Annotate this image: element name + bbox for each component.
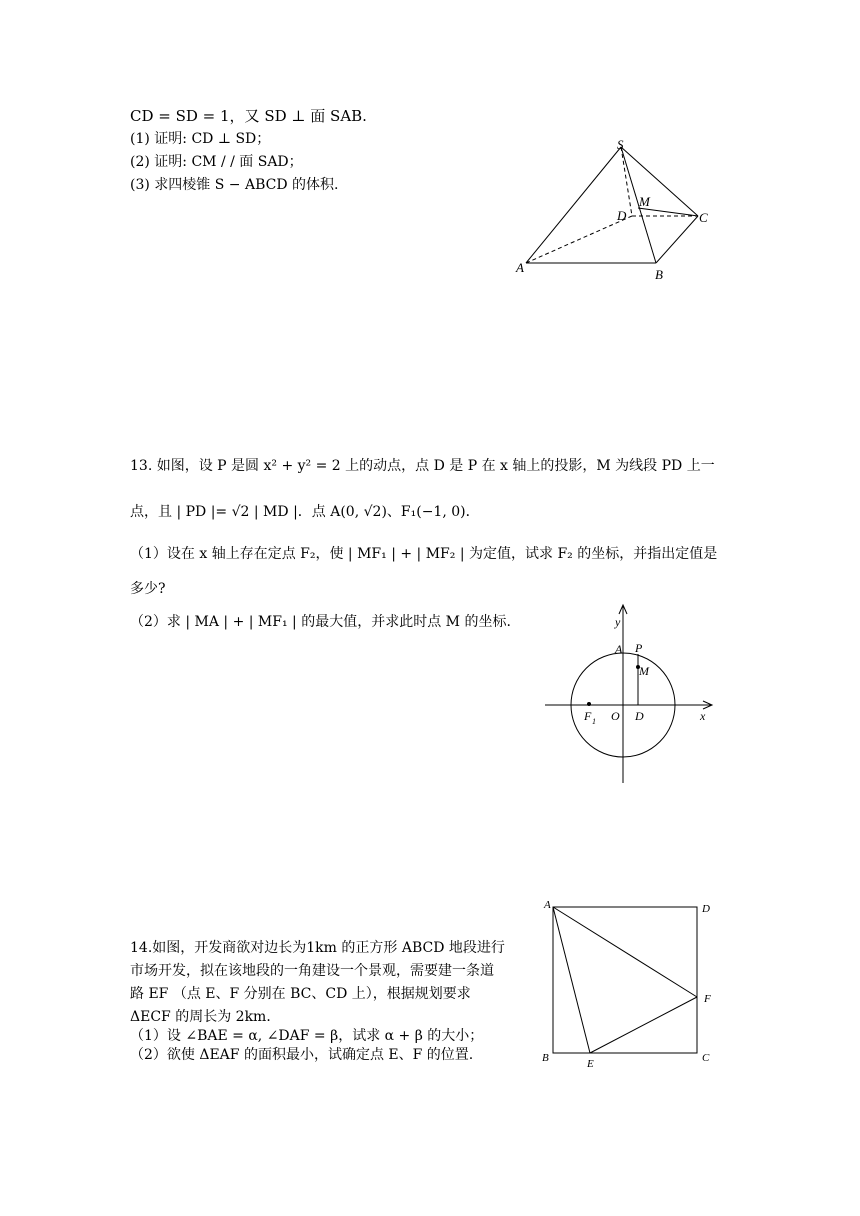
circle-axes-figure <box>540 600 720 790</box>
label-A: A <box>544 899 551 911</box>
p14-statement-line4: ΔECF 的周长为 2km． <box>130 1009 281 1025</box>
p12-question-3: (3) 求四棱锥 S − ABCD 的体积. <box>130 177 339 193</box>
p13-question-2: （2）求 | MA | + | MF₁ | 的最大值，并求此时点 M 的坐标. <box>130 614 511 630</box>
p13-question-1b: 多少? <box>130 581 166 597</box>
segment-EF <box>590 997 697 1053</box>
label-P: P <box>635 641 643 655</box>
p13-statement-line2: 点，且 | PD |= √2 | MD |．点 A(0, √2)、F₁(−1, 0)． <box>130 504 480 520</box>
label-F1-subscript: 1 <box>592 717 596 726</box>
segment-AF <box>553 907 697 997</box>
p12-question-2: (2) 证明: CM / / 面 SAD； <box>130 154 303 170</box>
p14-statement-line1: 14.如图，开发商欲对边长为1km 的正方形 ABCD 地段进行 <box>130 940 505 956</box>
p13-statement-line1: 13. 如图，设 P 是圆 x² + y² = 2 上的动点，点 D 是 P 在 x 轴上的投影，M 为线段 PD 上一 <box>130 458 715 474</box>
p14-statement-line2: 市场开发，拟在该地段的一角建设一个景观，需要建一条道 <box>130 963 494 979</box>
label-B: B <box>655 267 663 282</box>
edge-SC <box>621 147 698 216</box>
label-E: E <box>587 1058 594 1070</box>
edge-BC <box>656 216 698 263</box>
label-F: F <box>704 993 711 1005</box>
segment-AE <box>553 907 590 1053</box>
label-A: A <box>516 260 524 275</box>
p12-question-1: (1) 证明: CD ⊥ SD； <box>130 131 271 147</box>
label-S: S <box>617 137 624 152</box>
label-D: D <box>702 903 710 915</box>
label-C: C <box>702 1052 710 1064</box>
p14-statement-line3: 路 EF （点 E、F 分别在 BC、CD 上），根据规划要求 <box>130 986 471 1002</box>
label-D: D <box>635 709 644 723</box>
point-F1 <box>587 702 591 706</box>
square-figure <box>535 895 725 1075</box>
segment-MC <box>638 208 698 216</box>
label-B: B <box>542 1052 549 1064</box>
p12-condition-line: CD = SD = 1，又 SD ⊥ 面 SAB. <box>130 107 367 125</box>
label-F1: F <box>584 709 592 723</box>
edge-SA <box>526 147 621 263</box>
edge-AD-hidden <box>526 216 632 263</box>
label-O: O <box>611 709 620 723</box>
label-M: M <box>639 664 649 678</box>
pyramid-figure <box>510 135 720 285</box>
p14-question-2: （2）欲使 ΔEAF 的面积最小，试确定点 E、F 的位置. <box>130 1047 474 1063</box>
label-M: M <box>639 194 650 209</box>
label-A: A <box>615 642 623 656</box>
label-x: x <box>700 709 706 723</box>
label-y: y <box>615 615 621 629</box>
label-D: D <box>617 208 627 223</box>
p14-question-1: （1）设 ∠BAE = α, ∠DAF = β，试求 α + β 的大小； <box>130 1028 484 1044</box>
square-ABCD <box>553 907 697 1053</box>
label-C: C <box>699 210 708 225</box>
edge-SD-hidden <box>621 147 632 216</box>
p13-question-1a: （1）设在 x 轴上存在定点 F₂，使 | MF₁ | + | MF₂ | 为定值，试求 F₂ 的坐标，并指出定值是 <box>130 546 718 562</box>
